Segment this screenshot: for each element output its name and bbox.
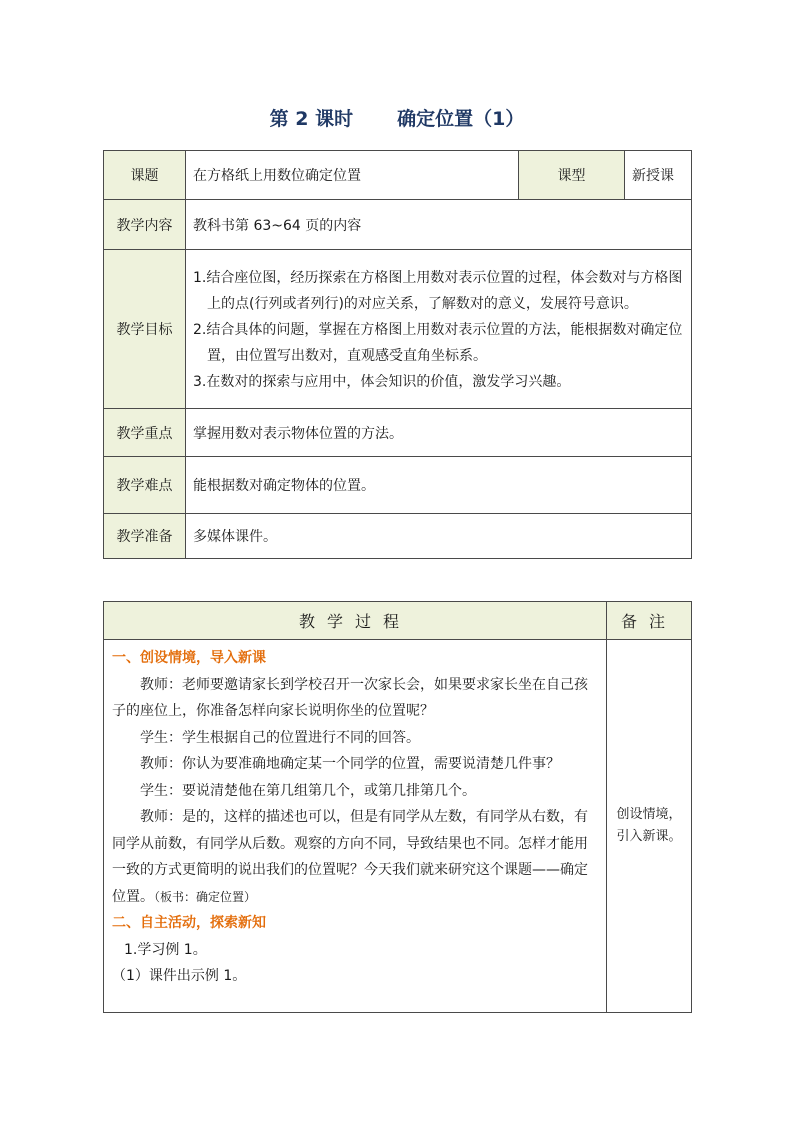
- lesson-number: 第 2 课时: [269, 108, 354, 130]
- difficult-label: 教学难点: [104, 457, 186, 514]
- process-header: 教学过程: [104, 602, 607, 640]
- topic-row: [104, 151, 692, 200]
- goal-item: 1.结合座位图，经历探索在方格图上用数对表示位置的过程，体会数对与方格图上的点(行列或者列行)的对应关系，了解数对的意义，发展符号意识。: [193, 270, 683, 312]
- lesson-name: 确定位置（1）: [397, 108, 525, 130]
- step-item: 1.学习例 1。: [124, 941, 207, 958]
- key-value: 掌握用数对表示物体位置的方法。: [186, 409, 692, 457]
- paragraph: 学生：学生根据自己的位置进行不同的回答。: [140, 729, 420, 746]
- type-label: 课型: [519, 151, 625, 200]
- section-heading: 二、自主活动，探索新知: [112, 915, 266, 931]
- process-body: [104, 640, 607, 1013]
- content-row: [104, 200, 692, 250]
- type-value: 新授课: [625, 151, 692, 200]
- paragraph: [112, 804, 598, 910]
- goals-value: [186, 250, 692, 409]
- paragraph-text: 教师：是的，这样的描述也可以，但是有同学从左数，有同学从右数，有同学从前数，有同学从后数。观察的方向不同，导致结果也不同。怎样才能用一致的方式更简明的说出我们的位置呢？今天我们就来研究这个课题——确定位置。: [112, 809, 588, 905]
- process-table: [103, 601, 692, 1013]
- paragraph: 学生：要说清楚他在第几组第几个，或第几排第几个。: [140, 782, 476, 799]
- board-note: （板书：确定位置）: [154, 889, 257, 904]
- content-label: 教学内容: [104, 200, 186, 250]
- goal-item: 2.结合具体的问题，掌握在方格图上用数对表示位置的方法，能根据数对确定位置，由位置写出数对，直观感受直角坐标系。: [193, 322, 683, 364]
- goals-row: [104, 250, 692, 409]
- key-row: [104, 409, 692, 457]
- prep-row: [104, 514, 692, 559]
- process-header-row: [104, 602, 692, 640]
- page-title: [0, 104, 794, 131]
- section-heading: 一、创设情境，导入新课: [112, 650, 266, 666]
- difficult-value: 能根据数对确定物体的位置。: [186, 457, 692, 514]
- key-label: 教学重点: [104, 409, 186, 457]
- goal-item: 3.在数对的探索与应用中，体会知识的价值，激发学习兴趣。: [193, 374, 571, 390]
- topic-value: 在方格纸上用数位确定位置: [186, 151, 519, 200]
- note-line: 创设情境，: [616, 807, 682, 822]
- prep-value: 多媒体课件。: [186, 514, 692, 559]
- prep-label: 教学准备: [104, 514, 186, 559]
- content-value: 教科书第 63~64 页的内容: [186, 200, 692, 250]
- difficult-row: [104, 457, 692, 514]
- topic-label: 课题: [104, 151, 186, 200]
- note-line: 引入新课。: [616, 829, 682, 844]
- process-body-row: [104, 640, 692, 1013]
- process-notes: [607, 640, 692, 1013]
- lesson-info-table: [103, 150, 692, 559]
- paragraph: 教师：你认为要准确地确定某一个同学的位置，需要说清楚几件事？: [140, 756, 560, 772]
- step-subitem: （1）课件出示例 1。: [112, 968, 247, 984]
- goals-label: 教学目标: [104, 250, 186, 409]
- notes-header: 备注: [607, 602, 692, 640]
- paragraph: 教师：老师要邀请家长到学校召开一次家长会，如果要求家长坐在自己孩子的座位上，你准备怎样向家长说明你坐的位置呢？: [112, 676, 588, 719]
